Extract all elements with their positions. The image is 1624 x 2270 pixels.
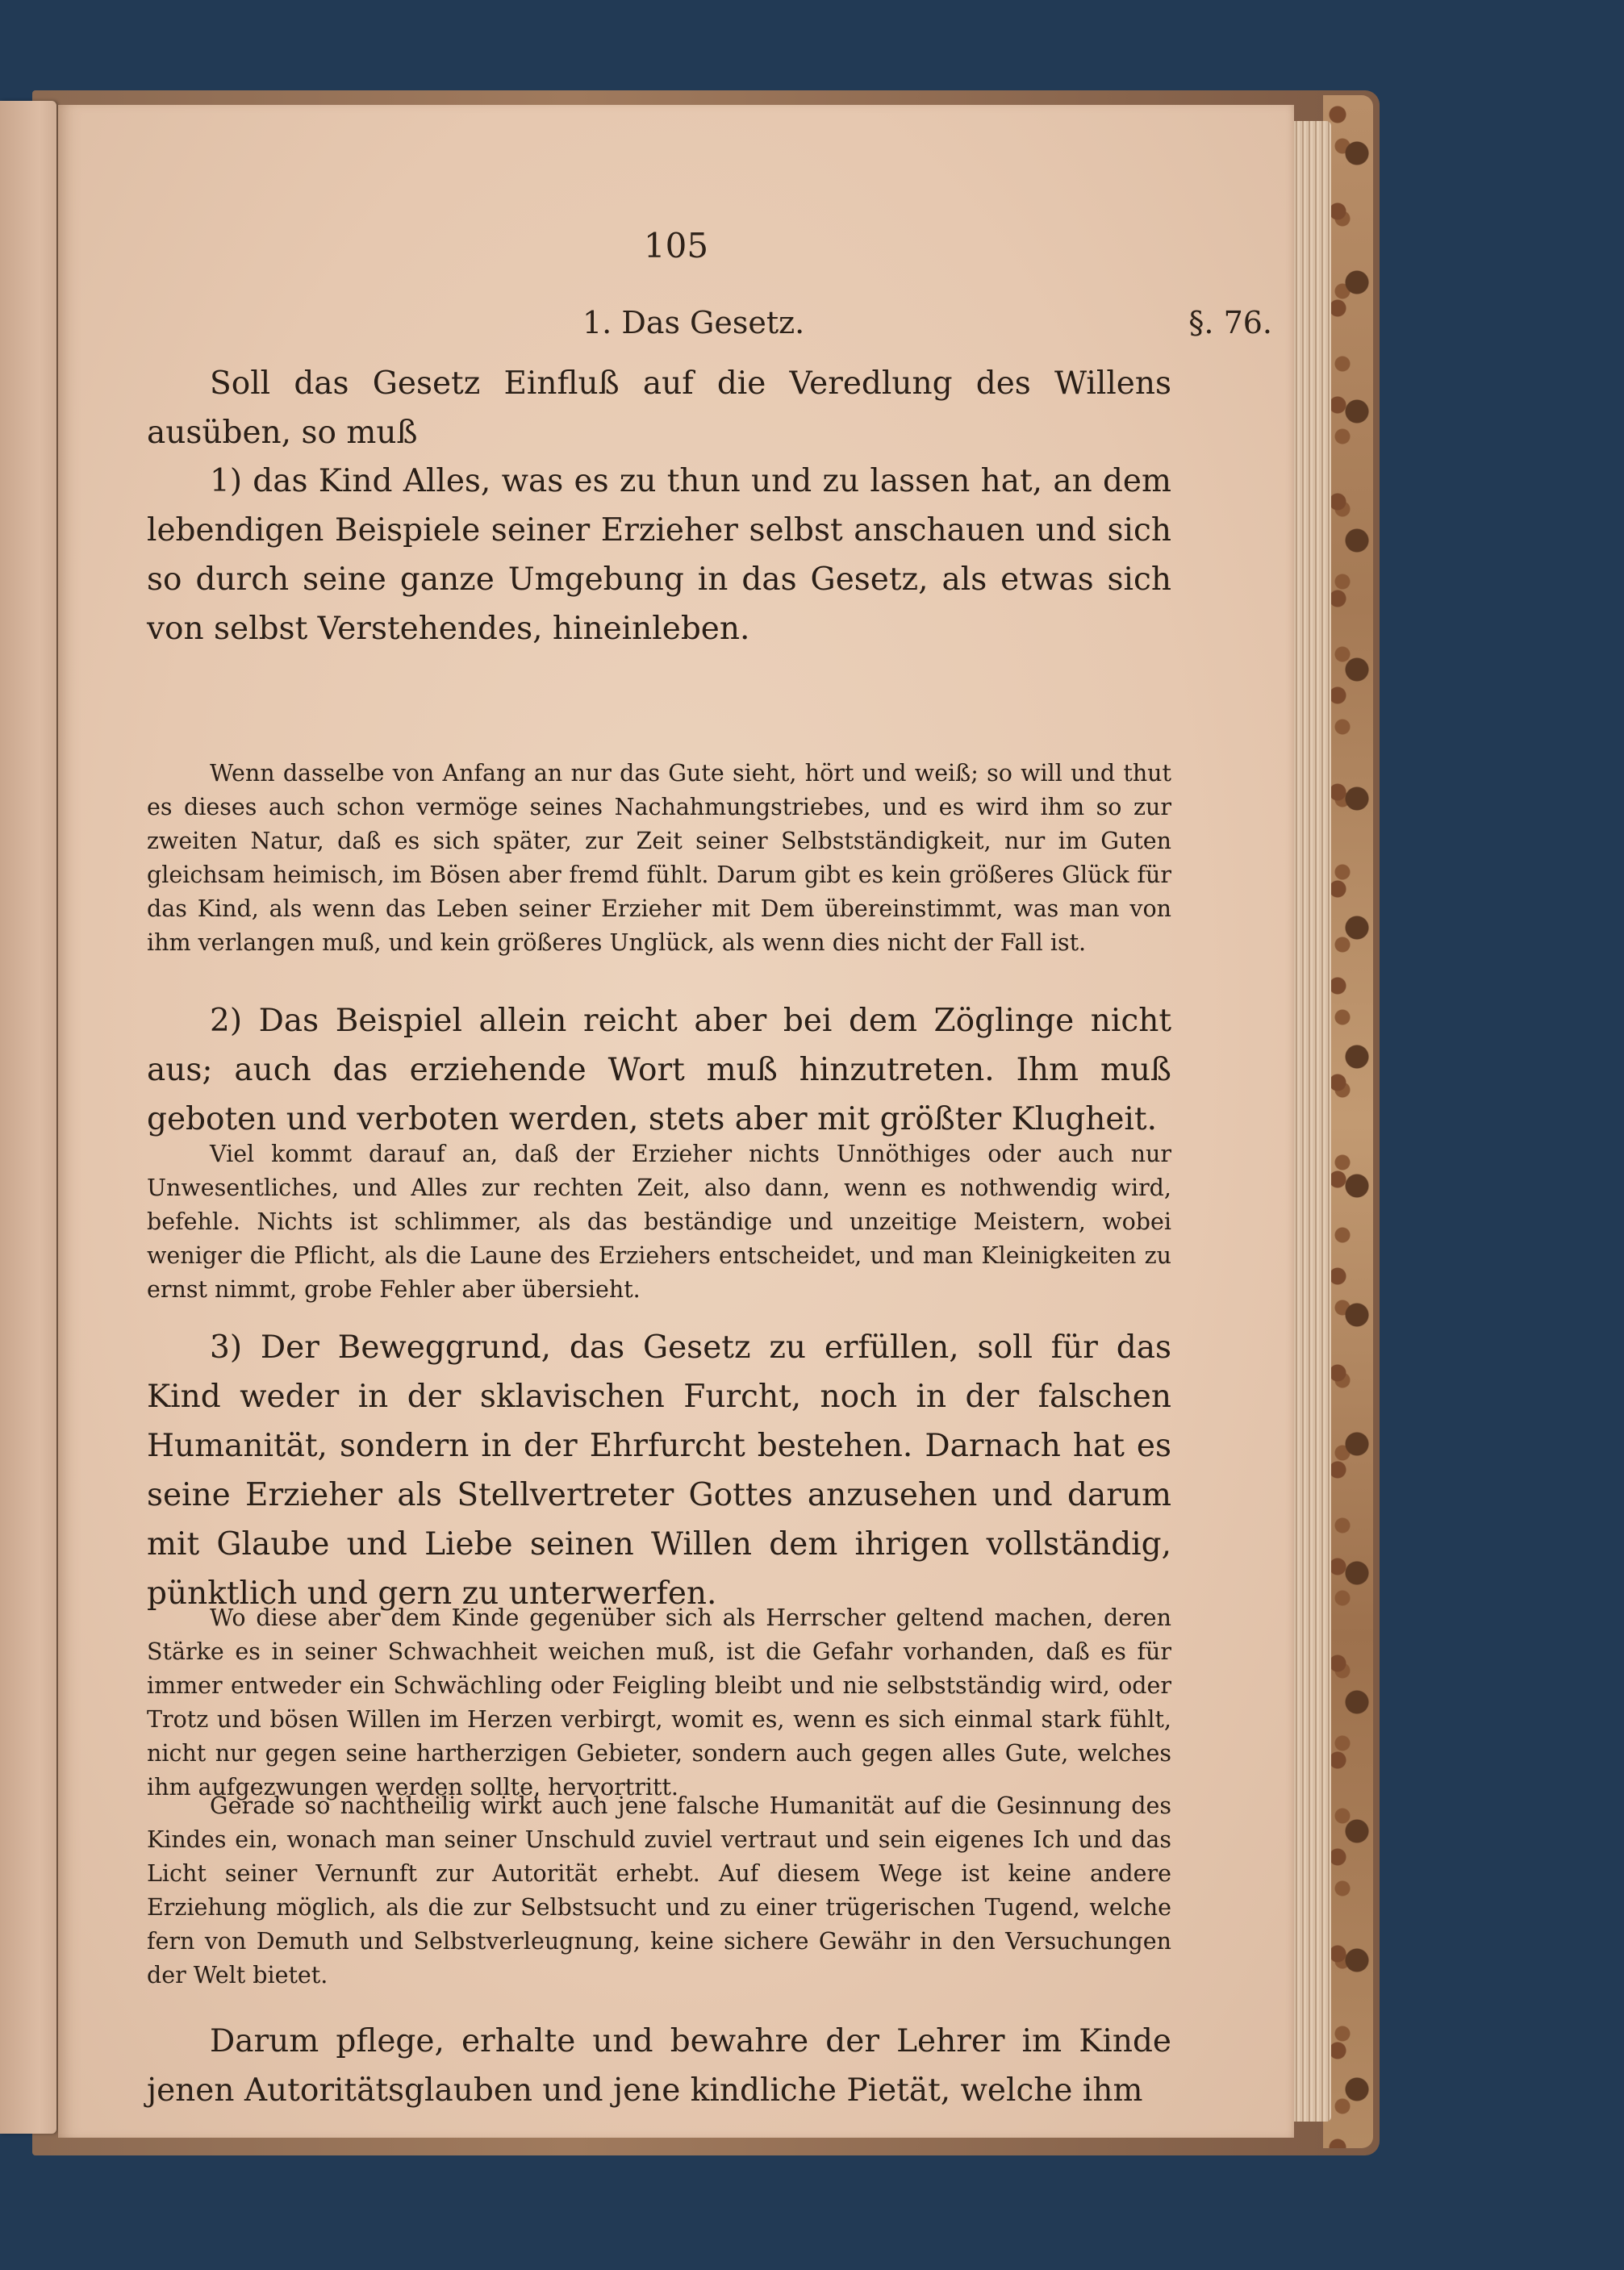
section-number: §. 76. [1188, 305, 1272, 340]
paragraph-closing [147, 2017, 1171, 2115]
paragraph-point-2 [147, 996, 1171, 1144]
paragraph-point-1 [147, 457, 1171, 653]
paragraph-text: Soll das Gesetz Einfluß auf die Veredlung des Willens ausüben, so muß [147, 365, 1171, 451]
left-page-edge [0, 101, 56, 2134]
paragraph-text: 1) das Kind Alles, was es zu thun und zu lassen hat, an dem lebendigen Beispiele seiner Erzieher selbst anschauen und sich so durch seine ganze Umgebung in das Gesetz, als etwas sich von selbst Verstehendes, hineinleben. [147, 463, 1171, 647]
heading-number: 1. [582, 305, 612, 340]
book-page [58, 105, 1294, 2138]
heading-title: Das Gesetz. [621, 305, 805, 340]
paragraph-note-2 [147, 1137, 1171, 1307]
paragraph-text: Gerade so nachtheilig wirkt auch jene falsche Humanität auf die Gesinnung des Kindes ein, wonach man seiner Unschuld zuviel vertraut und sein eigenes Ich und das Licht seiner Vernunft zur Autorität erhebt. Auf diesem Wege ist keine andere Erziehung möglich, als die zur Selbstsucht und zu einer trügerischen Tugend, welche fern von Demuth und Selbstverleugnung, keine sichere Gewähr in den Versuchungen der Welt bietet. [147, 1792, 1171, 1988]
paragraph-text: Viel kommt darauf an, daß der Erzieher nichts Unnöthiges oder auch nur Unwesentliches, und Alles zur rechten Zeit, also dann, wenn es nothwendig wird, befehle. Nichts ist schlimmer, als das beständige und unzeitige Meistern, wobei weniger die Pflicht, als die Laune des Erziehers entscheidet, und man Kleinigkeiten zu ernst nimmt, grobe Fehler aber übersieht. [147, 1141, 1171, 1303]
paragraph-point-3 [147, 1323, 1171, 1618]
paragraph-intro [147, 359, 1171, 457]
paragraph-note-1 [147, 757, 1171, 960]
heading-title-group [582, 305, 804, 340]
paragraph-note-3 [147, 1601, 1171, 1805]
paragraph-text: Darum pflege, erhalte und bewahre der Lehrer im Kinde jenen Autoritätsglauben und jene kindliche Pietät, welche ihm [147, 2023, 1171, 2109]
paragraph-text: Wo diese aber dem Kinde gegenüber sich als Herrscher geltend machen, deren Stärke es in seiner Schwachheit weichen muß, ist die Gefahr vorhanden, daß es für immer entweder ein Schwächling oder Feigling bleibt und nie selbstständig wird, oder Trotz und bösen Willen im Herzen verbirgt, womit es, wenn es sich einmal stark fühlt, nicht nur gegen seine hartherzigen Gebieter, sondern auch gegen alles Gute, welches ihm aufgezwungen werden sollte, hervortritt. [147, 1604, 1171, 1801]
paragraph-note-4 [147, 1789, 1171, 1993]
paragraph-text: Wenn dasselbe von Anfang an nur das Gute sieht, hört und weiß; so will und thut es dieses auch schon vermöge seines Nachahmungstriebes, und es wird ihm so zur zweiten Natur, daß es sich später, zur Zeit seiner Selbstständigkeit, nur im Guten gleichsam heimisch, im Bösen aber fremd fühlt. Darum gibt es kein größeres Glück für das Kind, als wenn das Leben seiner Erzieher mit Dem übereinstimmt, was man von ihm verlangen muß, und kein größeres Unglück, als wenn dies nicht der Fall ist. [147, 760, 1171, 956]
paragraph-text: 2) Das Beispiel allein reicht aber bei dem Zöglinge nicht aus; auch das erziehende Wort muß hinzutreten. Ihm muß geboten und verboten werden, stets aber mit größter Klugheit. [147, 1003, 1171, 1137]
page-number: 105 [643, 226, 709, 265]
paragraph-text: 3) Der Beweggrund, das Gesetz zu erfüllen, soll für das Kind weder in der sklavischen Furcht, noch in der falschen Humanität, sondern in der Ehrfurcht bestehen. Darnach hat es seine Erzieher als Stellvertreter Gottes anzusehen und darum mit Glaube und Liebe seinen Willen dem ihrigen vollständig, pünktlich und gern zu unterwerfen. [147, 1329, 1171, 1612]
